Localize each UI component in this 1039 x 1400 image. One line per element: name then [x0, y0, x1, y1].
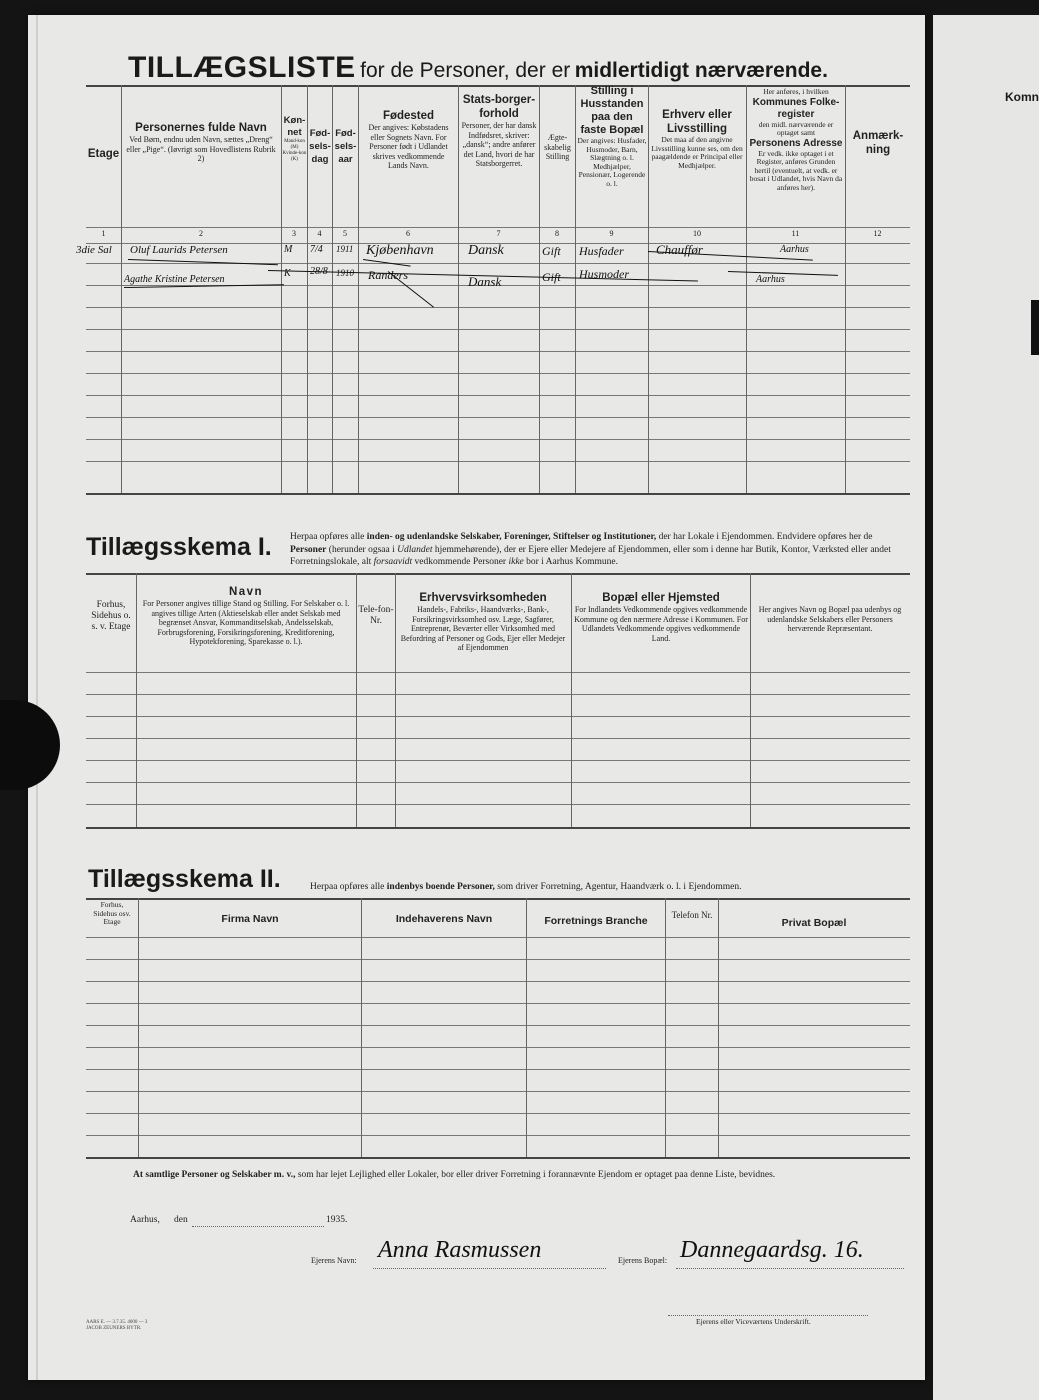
col-number: 1: [101, 229, 106, 238]
cell-birthyear: 1911: [336, 244, 354, 254]
cell-marital: Gift: [542, 270, 561, 284]
col-number: 3: [292, 229, 296, 238]
header-marital: Ægte-skabelig Stilling: [544, 133, 571, 161]
header-etage: Etage: [87, 148, 120, 160]
schedule-one-description: Herpaa opføres alle inden- og udenlandske Selskaber, Foreninger, Stiftelser og Institutioner, der har Lokale i Ejendommen. Endvidere opføres her de Personer (herunder ogsaa i Udlandet hjemmehørende), der er Ejere eller Medejere af Ejendommen, eller som i denne har Butik, Kontor, Værksted eller andet Forretningslokale, alt forsaavidt vedkommende Personer ikke bor i Aarhus Kommune.: [290, 532, 891, 567]
cell-birthplace: Kjøbenhavn: [366, 243, 434, 258]
header-birthplace: Fødested Der angives: Købstadens eller Sognets Navn. For Personer født i Udlandet skrives vedkommende Lands Navn.: [368, 110, 449, 170]
s1-header-name: Navn For Personer angives tillige Stand og Stilling. For Selskaber o. l. angives tillige Arten (Aktieselskab eller andet Selskab med begrænset Ansvar, Kommanditselskab, Andelsselskab, Forbrugsforening, Forsikringsforening, Kreditforening, Hypotekforening, Sparekasse o. l.).: [142, 586, 350, 646]
cell-birthday: 28/8: [310, 266, 328, 277]
cell-occupation: Chauffør: [656, 242, 703, 257]
cell-citizenship: Dansk: [468, 274, 502, 289]
title-main: TILLÆGSLISTE: [128, 51, 356, 84]
s1-header-representative: Her angives Navn og Bopæl paa udenbys og udenlandske Selskabers eller Personers herværende Repræsentant.: [758, 605, 902, 633]
header-birthyear: Fød-sels-aar: [334, 128, 357, 165]
cell-marital: Gift: [542, 244, 561, 258]
col-number: 7: [496, 229, 501, 238]
header-remarks: Anmærk-ning: [852, 130, 904, 156]
s2-header-etage: Forhus, Sidehus osv. Etage: [93, 900, 131, 926]
adjacent-sheet-mark: [1031, 300, 1039, 355]
page-title: [128, 51, 828, 85]
place-label: Aarhus,: [130, 1215, 160, 1225]
owner-address-label: Ejerens Bopæl:: [618, 1256, 668, 1265]
header-name: Personernes fulde Navn Ved Børn, endnu uden Navn, sættes „Dreng“ eller „Pige“. (Iøvrigt som Hovedlistens Rubrik 2): [126, 122, 276, 163]
col-number: 8: [555, 229, 559, 238]
title-bold: midlertidigt nærværende.: [574, 59, 828, 82]
col-number: 12: [873, 229, 882, 238]
schedule-two-title: Tillægsskema II.: [88, 865, 281, 893]
strike-line: [388, 271, 434, 307]
adjacent-sheet-text: Komn: [1005, 90, 1039, 104]
owner-address-line: [676, 1268, 904, 1269]
cell-etage: 3die Sal: [76, 244, 112, 256]
col-number: 4: [317, 229, 322, 238]
s1-header-residence: Bopæl eller Hjemsted For Indlandets Vedkommende opgives vedkommende Kommune og den nærmere Adresse i Kommunen. For Udlandets Vedkommende opgives vedkommende Land.: [574, 592, 748, 643]
cell-address: Aarhus: [756, 274, 785, 285]
col-number: 11: [791, 229, 800, 238]
cell-birthyear: 1910: [336, 268, 354, 278]
header-household: Stilling i Husstanden paa den faste Bopæl Der angives: Husfader, Husmoder, Barn, Slægtning o. l. Medhjælper, Pensionær, Logerende o. l.: [577, 85, 647, 188]
cell-birthday: 7/4: [310, 244, 323, 255]
signature-line: [668, 1315, 868, 1316]
signature-label: Ejerens eller Viceværtens Underskrift.: [696, 1317, 811, 1326]
s2-header-address: Privat Bopæl: [781, 917, 847, 929]
header-birthday: Fød-sels-dag: [309, 128, 331, 165]
header-sex: Køn-net Mand-kon (M) Kvinde-kon (K): [282, 115, 307, 162]
schedule-two-description: Herpaa opføres alle indenbys boende Personer, som driver Forretning, Agentur, Haandværk o. l. i Ejendommen.: [310, 882, 742, 892]
cell-household: Husmoder: [579, 267, 629, 281]
year-label: 1935.: [326, 1215, 348, 1225]
header-occupation: Erhverv eller Livsstilling Det maa af den angivne Livsstilling kunne ses, om den paagældende er Principal eller Medhjælper.: [651, 109, 743, 170]
s1-header-phone: Tele-fon-Nr.: [358, 605, 394, 626]
header-register: Her anføres, i hvilken Kommunes Folke-register den midl. nærværende er optaget samt Personens Adresse Er vedk. ikke optaget i et Register, anføres Grunden hertil (eventuelt, at vedk. er bosat i Udlandet, hvis Navn da anføres her).: [749, 87, 843, 192]
s2-header-owner: Indehaverens Navn: [395, 913, 493, 925]
s2-header-phone: Telefon Nr.: [671, 910, 713, 920]
adjacent-sheet: [933, 15, 1039, 1400]
col-number: 6: [406, 229, 410, 238]
col-number: 2: [199, 229, 203, 238]
s2-header-firm: Firma Navn: [221, 913, 279, 925]
cell-sex: K: [284, 268, 291, 279]
header-citizenship: Stats-borger-forhold Personer, der har dansk Indfødsret, skriver: „dansk“; andre anfører det Land, hvori de har Statsborgerret.: [461, 94, 537, 168]
cell-birthplace: Randers: [368, 268, 408, 282]
col-number: 5: [343, 229, 347, 238]
schedule-one-title: Tillægsskema I.: [86, 533, 272, 561]
form-page: [28, 15, 925, 1380]
date-label: den: [174, 1215, 188, 1225]
col-number: 10: [693, 229, 701, 238]
cell-name: Agathe Kristine Petersen: [124, 274, 225, 285]
printer-mark: AARS E. — 3.7.35. 4000 — 3 JACOB ZEUNERS BYTR.: [86, 1320, 148, 1331]
s2-header-branch: Forretnings Branche: [544, 915, 648, 927]
title-rest: for de Personer, der er: [360, 59, 571, 82]
cell-household: Husfader: [579, 244, 624, 258]
cell-sex: M: [284, 244, 293, 255]
owner-name-signature: Anna Rasmussen: [378, 1237, 542, 1263]
col-number: 9: [609, 229, 614, 238]
s1-header-business: Erhvervsvirksomheden Handels-, Fabriks-, Haandværks-, Bank-, Forsikringsvirksomhed osv. Læge, Sagfører, Entreprenør, Beværter eller Virksomhed med Befordring af Personer og Gods, Ejer eller Medejer af Ejendommen: [400, 592, 566, 652]
owner-name-line: [373, 1268, 606, 1269]
cell-name: Oluf Laurids Petersen: [130, 244, 228, 256]
cell-address: Aarhus: [780, 244, 809, 255]
owner-name-label: Ejerens Navn:: [311, 1256, 357, 1265]
date-line: [192, 1226, 324, 1227]
attestation-text: At samtlige Personer og Selskaber m. v., som har lejet Lejlighed eller Lokaler, bor eller driver Forretning i forannævnte Ejendom er optaget paa denne Liste, bevidnes.: [133, 1170, 776, 1180]
cell-citizenship: Dansk: [468, 243, 504, 258]
s1-header-etage: Forhus, Sidehus o. s. v. Etage: [91, 600, 131, 632]
owner-address-signature: Dannegaardsg. 16.: [680, 1237, 864, 1263]
